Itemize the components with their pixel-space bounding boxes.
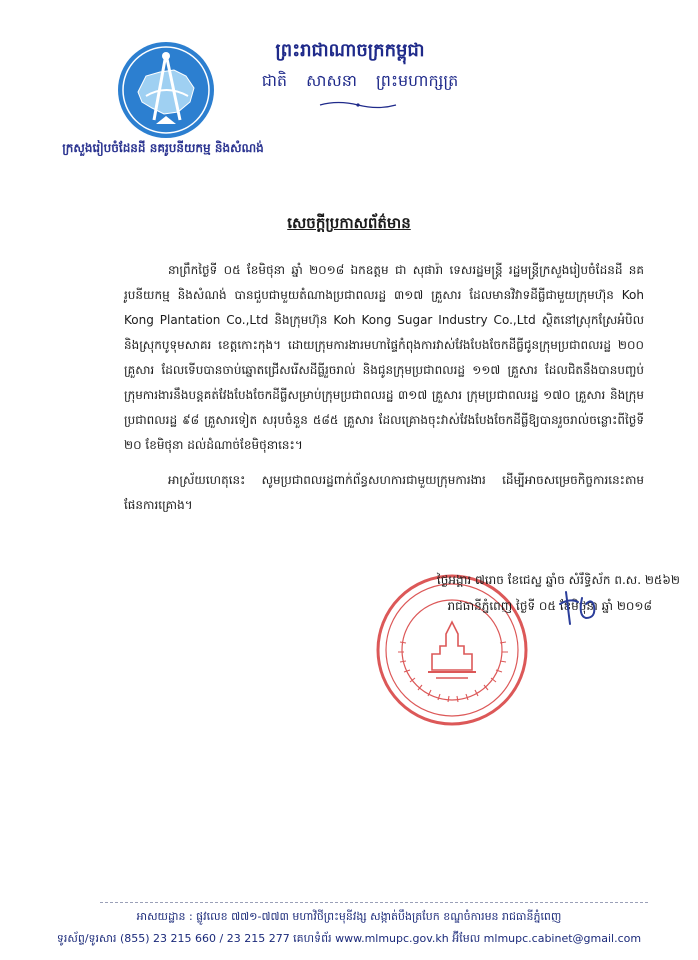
- letter-body: [124, 258, 644, 518]
- footer-address: អាសយដ្ឋាន : ផ្លូវលេខ ៧៧១-៧៧៣ មហាវិថីព្រះមុនីវង្ស សង្កាត់បឹងត្របែក ខណ្ឌចំការមន រាជធានីភ្នំពេញ: [136, 910, 562, 923]
- ornament-divider-icon: [318, 100, 398, 110]
- ministry-name: ក្រសួងរៀបចំដែនដី នគរូបនីយកម្ម និងសំណង់: [62, 141, 264, 155]
- body-paragraph-1: នាព្រឹកថ្ងៃទី ០៥ ខែមិថុនា ឆ្នាំ ២០១៨ ឯកឧត្តម ជា សុផារ៉ា ទេសរដ្ឋមន្ត្រី រដ្ឋមន្ត្រីក្រសួងរៀបចំដែនដី នគរូបនីយកម្ម និងសំណង់ បានជួបជាមួយតំណាងប្រជាពលរដ្ឋ ៣១៧ គ្រួសារ ដែលមានវិវាទដីធ្លីជាមួយក្រុមហ៊ុន Koh Kong Plantation Co.,Ltd និងក្រុមហ៊ុន Koh Kong Sugar Industry Co.,Ltd ស្ថិតនៅស្រុកស្រែអំបិល និងស្រុកបូទុមសាគរ ខេត្តកោះកុង។ ដោយក្រុមការងារមហាផ្ទៃកំពុងការវាស់វែងបែងចែកដីធ្លីជូនក្រុមប្រជាពលរដ្ឋ ២០០ គ្រួសារ ដែលទើបបានចាប់ឆ្នោតជ្រើសរើសដីធ្លីរួចរាល់ និងជូនក្រុមប្រជាពលរដ្ឋ ១១៧ គ្រួសារ ដែលជិតនឹងបានបញ្ចប់ ក្រុមការងារនឹងបន្តគត់វែងបែងចែកដីធ្លីសម្រាប់ក្រុមប្រជាពលរដ្ឋ ៣១៧ គ្រួសារ ក្រុមប្រជាពលរដ្ឋ ១៧០ គ្រួសារ និងក្រុមប្រជាពលរដ្ឋ ៩៨ គ្រួសារទៀត សរុបចំនួន ៥៨៥ គ្រួសារ ដែលគ្រោងចុះវាស់វែងបែងចែកដីធ្លីឱ្យបានរួចរាល់ចន្លោះពីថ្ងៃទី ២០ ខែមិថុនា ដល់ដំណាច់ខែមិថុនានេះ។: [124, 263, 644, 452]
- handwritten-signature-icon: [556, 588, 612, 628]
- document-title: សេចក្តីប្រកាសព័ត៌មាន: [287, 214, 411, 232]
- ministry-seal-logo-icon: [116, 40, 216, 140]
- official-stamp-icon: [374, 572, 530, 728]
- kingdom-heading: ព្រះរាជាណាចក្រកម្ពុជា: [275, 40, 425, 61]
- lunar-date: ថ្ងៃអង្គារ ៧រោច ខែជេស្ឋ ឆ្នាំច សំរឹទ្ធិស័ក ព.ស. ២៥៦២: [436, 573, 680, 587]
- footer-divider: [100, 902, 648, 903]
- national-motto: ជាតិ សាសនា ព្រះមហាក្សត្រ: [261, 71, 459, 90]
- solar-date: រាជធានីភ្នំពេញ ថ្ងៃទី ០៥ ខែមិថុនា ឆ្នាំ ២០១៨: [447, 599, 652, 613]
- body-paragraph-2: អាស្រ័យហេតុនេះ សូមប្រជាពលរដ្ឋពាក់ព័ន្ធសហការជាមួយក្រុមការងារ ដើម្បីអាចសម្រេចកិច្ចការនេះតាមផែនការគ្រោង។: [124, 473, 644, 512]
- footer-contact: ទូរស័ព្ទ/ទូរសារ (855) 23 215 660 / 23 215 277 គេហទំព័រ www.mlmupc.gov.kh អ៊ីមែល mlmupc.cabinet@gmail.com: [56, 932, 642, 945]
